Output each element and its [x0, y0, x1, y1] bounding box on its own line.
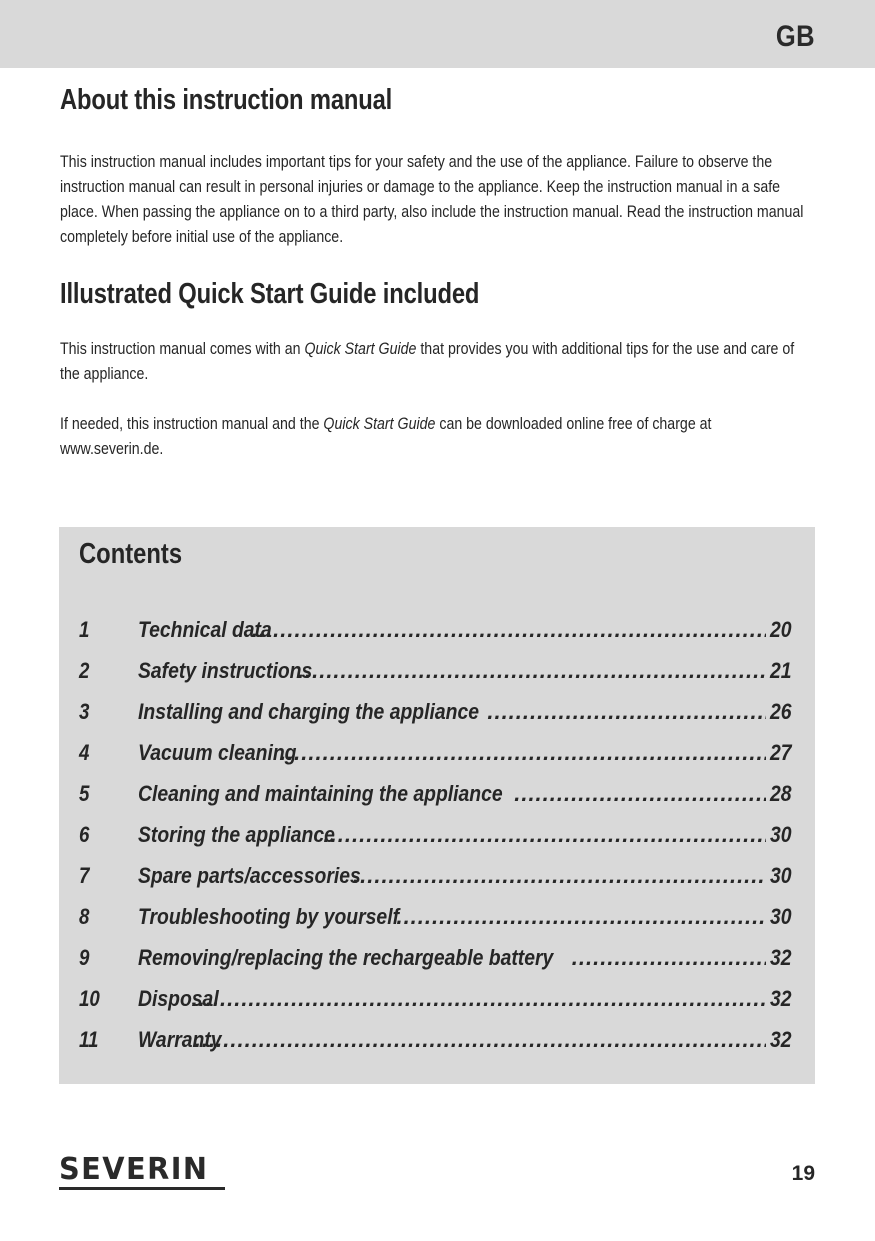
toc-leader-dots	[192, 986, 766, 1012]
toc-number: 5	[79, 781, 90, 806]
toc-leader-dots	[572, 945, 766, 971]
toc-entry[interactable]	[79, 617, 791, 647]
toc-number: 3	[79, 699, 90, 724]
toc-title: Troubleshooting by yourself	[138, 904, 400, 929]
qs-p2-before: If needed, this instruction manual and the	[60, 414, 324, 433]
toc-leader-dots	[298, 658, 766, 684]
toc-number: 9	[79, 945, 90, 970]
brand-logo-underline	[59, 1187, 225, 1190]
toc-title: Safety instructions	[138, 658, 313, 683]
toc-number: 2	[79, 658, 90, 683]
quick-start-paragraph	[60, 336, 812, 386]
toc-entry[interactable]	[79, 658, 791, 688]
toc-leader-dots	[195, 1027, 766, 1053]
contents-title: Contents	[79, 538, 183, 570]
toc-number: 1	[79, 617, 90, 642]
toc-page: 32	[769, 945, 791, 970]
toc-page: 32	[769, 986, 791, 1011]
toc-entry[interactable]	[79, 781, 791, 811]
toc-number: 11	[79, 1027, 99, 1052]
table-of-contents	[59, 527, 815, 1084]
toc-entry[interactable]	[79, 986, 791, 1016]
toc-title: Storing the appliance	[138, 822, 335, 847]
toc-number: 8	[79, 904, 90, 929]
download-paragraph	[60, 411, 812, 461]
section-title-about: About this instruction manual	[60, 84, 393, 116]
qs-p1-after: that provides you with additional tips for the use and care of the appliance.	[60, 339, 795, 383]
toc-leader-dots	[353, 863, 766, 889]
toc-leader-dots	[324, 822, 766, 848]
page-number: 19	[791, 1162, 815, 1185]
toc-entry[interactable]	[79, 822, 791, 852]
toc-page: 30	[769, 822, 791, 847]
toc-title: Vacuum cleaning	[138, 740, 297, 765]
toc-page: 32	[769, 1027, 791, 1052]
toc-entry[interactable]	[79, 740, 791, 770]
toc-entry[interactable]	[79, 863, 791, 893]
section-title-quick-start: Illustrated Quick Start Guide included	[60, 278, 480, 310]
toc-page: 21	[769, 658, 791, 683]
toc-page: 27	[769, 740, 791, 765]
toc-title: Removing/replacing the rechargeable battery	[138, 945, 554, 970]
toc-title: Warranty	[138, 1027, 222, 1052]
qs-p2-emphasis: Quick Start Guide	[323, 414, 436, 433]
language-code: GB	[775, 20, 815, 53]
qs-p1-before: This instruction manual comes with an	[60, 339, 305, 358]
toc-title: Installing and charging the appliance	[138, 699, 480, 724]
toc-number: 6	[79, 822, 90, 847]
toc-leader-dots	[514, 781, 765, 807]
qs-p1-emphasis: Quick Start Guide	[304, 339, 417, 358]
toc-entry[interactable]	[79, 1027, 791, 1057]
toc-title: Technical data	[138, 617, 272, 642]
toc-entry[interactable]	[79, 699, 791, 729]
toc-entry[interactable]	[79, 904, 791, 934]
qs-p2-after: can be downloaded online free of charge at www.severin.de.	[60, 414, 712, 458]
brand-logo	[59, 1152, 227, 1189]
toc-number: 4	[79, 740, 90, 765]
about-paragraph: This instruction manual includes important tips for your safety and the use of the appliance. Failure to observe the instruction manual can result in personal injuries or damage to the appliance. Keep the instruction manual in a safe place. When passing the appliance on to a third party, also include the instruction manual. Read the instruction manual completely before initial use of the appliance.	[60, 152, 804, 246]
toc-page: 30	[769, 904, 791, 929]
toc-title: Disposal	[138, 986, 219, 1011]
toc-leader-dots	[396, 904, 765, 930]
brand-logo-text: SEVERIN	[59, 1152, 209, 1187]
toc-leader-dots	[280, 740, 766, 766]
toc-page: 20	[769, 617, 791, 642]
toc-leader-dots	[252, 617, 766, 643]
toc-page: 26	[769, 699, 791, 724]
toc-title: Cleaning and maintaining the appliance	[138, 781, 503, 806]
toc-entry[interactable]	[79, 945, 791, 975]
toc-number: 10	[79, 986, 100, 1011]
toc-number: 7	[79, 863, 90, 888]
toc-leader-dots	[487, 699, 765, 725]
toc-page: 28	[769, 781, 791, 806]
toc-title: Spare parts/accessories	[138, 863, 361, 888]
header-band	[0, 0, 875, 68]
toc-page: 30	[769, 863, 791, 888]
